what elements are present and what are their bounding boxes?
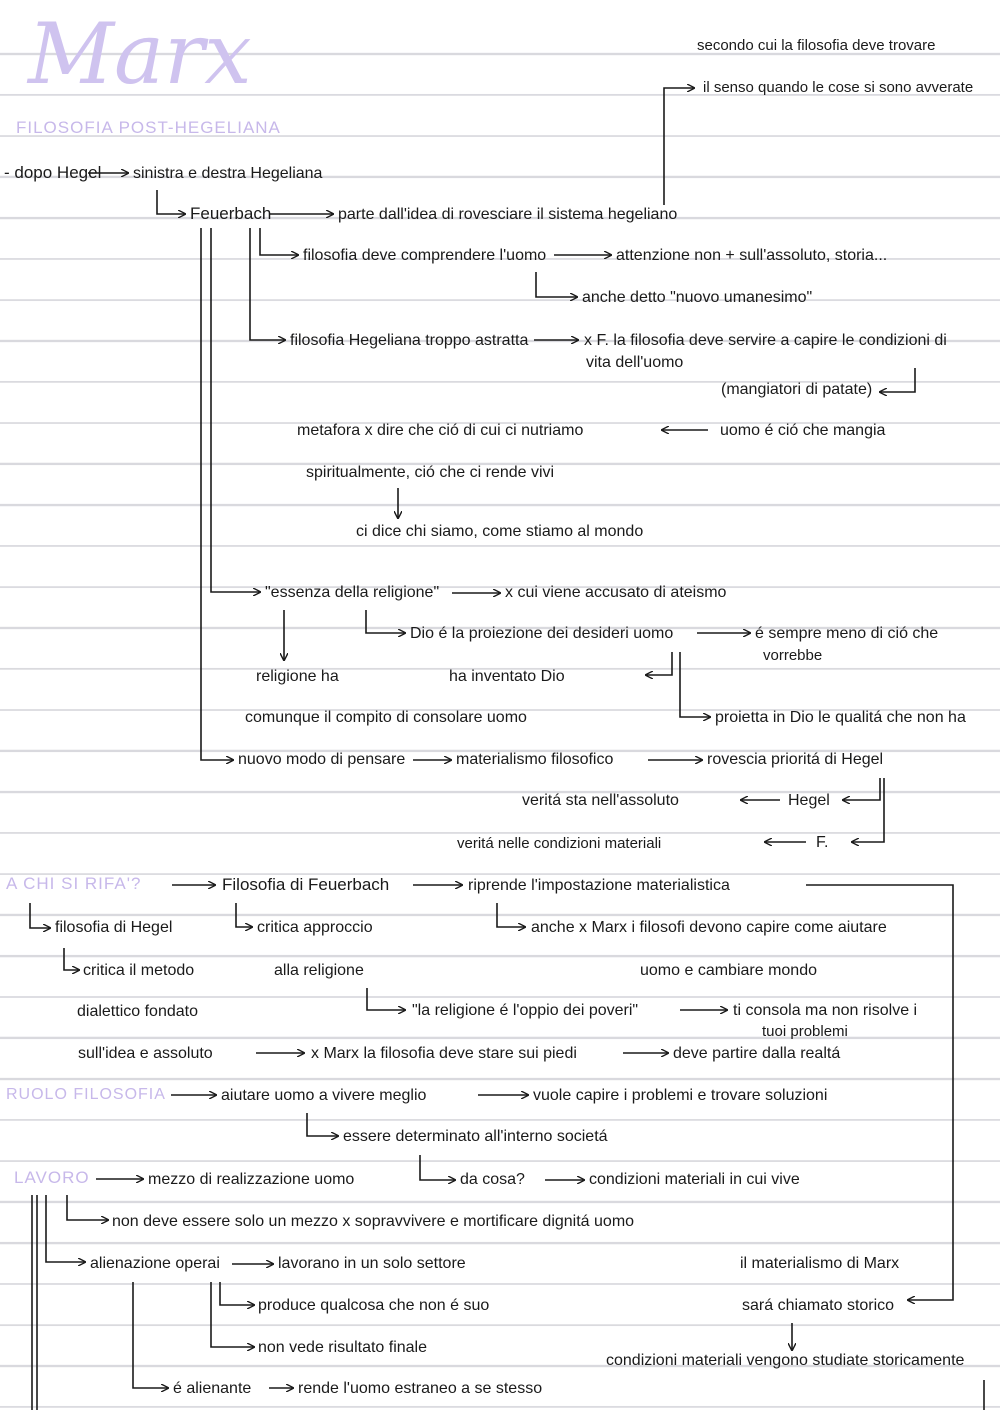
note: ha inventato Dio [449, 668, 565, 685]
note: critica il metodo [83, 962, 195, 979]
note: uomo e cambiare mondo [640, 962, 817, 979]
note: non deve essere solo un mezzo x sopravvivere e mortificare dignitá uomo [112, 1213, 635, 1230]
note: veritá nelle condizioni materiali [457, 835, 662, 852]
note: materialismo filosofico [456, 751, 614, 768]
note: ci dice chi siamo, come stiamo al mondo [356, 523, 644, 540]
note: parte dall'idea di rovesciare il sistema hegeliano [338, 206, 678, 223]
note: F. [816, 834, 829, 851]
note: condizioni materiali vengono studiate storicamente [606, 1352, 965, 1369]
note: (mangiatori di patate) [721, 381, 873, 398]
note: ti consola ma non risolve i [733, 1002, 918, 1019]
note: mezzo di realizzazione uomo [148, 1171, 355, 1188]
note-feuerbach: Feuerbach [190, 204, 272, 223]
note: filosofia di Hegel [55, 919, 173, 936]
note: spiritualmente, ció che ci rende vivi [306, 464, 555, 481]
page-title: Marx [28, 5, 252, 103]
note: rende l'uomo estraneo a se stesso [298, 1380, 543, 1397]
note: Dio é la proiezione dei desideri uomo [410, 625, 674, 642]
note: aiutare uomo a vivere meglio [221, 1087, 427, 1104]
note-hegel-philosophy-definition: secondo cui la filosofia deve trovare [697, 37, 936, 54]
note: vita dell'uomo [586, 354, 684, 371]
note: sull'idea e assoluto [78, 1045, 213, 1062]
note: "la religione é l'oppio dei poveri" [412, 1002, 639, 1019]
note: sinistra e destra Hegeliana [133, 165, 323, 182]
note: attenzione non + sull'assoluto, storia... [616, 247, 888, 264]
note: é sempre meno di ció che [755, 625, 939, 642]
note: deve partire dalla realtá [673, 1045, 841, 1062]
note: veritá sta nell'assoluto [522, 792, 679, 809]
note: comunque il compito di consolare uomo [245, 709, 527, 726]
note: tuoi problemi [762, 1023, 848, 1040]
note: x F. la filosofia deve servire a capire le condizioni di [584, 332, 947, 349]
note: il materialismo di Marx [740, 1255, 900, 1272]
note: sará chiamato storico [742, 1297, 895, 1314]
note: anche detto "nuovo umanesimo" [582, 289, 813, 306]
section-heading-ruolo-filosofia: RUOLO FILOSOFIA [6, 1086, 166, 1103]
note: Hegel [788, 792, 830, 809]
note: - dopo Hegel [4, 163, 102, 182]
section-heading-lavoro: LAVORO [14, 1168, 90, 1187]
note: anche x Marx i filosofi devono capire come aiutare [531, 919, 887, 936]
note: vorrebbe [763, 647, 823, 664]
note: non vede risultato finale [258, 1339, 427, 1356]
note: dialettico fondato [77, 1003, 198, 1020]
note: x Marx la filosofia deve stare sui piedi [311, 1045, 577, 1062]
note: uomo é ció che mangia [720, 422, 886, 439]
note: filosofia deve comprendere l'uomo [303, 247, 547, 264]
note: lavorano in un solo settore [278, 1255, 466, 1272]
note: critica approccio [257, 919, 373, 936]
note: é alienante [173, 1380, 252, 1397]
note-hegel-philosophy-definition-2: il senso quando le cose si sono avverate [703, 79, 974, 96]
note: rovescia prioritá di Hegel [707, 751, 884, 768]
note: Filosofia di Feuerbach [222, 875, 390, 894]
note: alienazione operai [90, 1255, 220, 1272]
note: essere determinato all'interno societá [343, 1128, 608, 1145]
note: "essenza della religione" [265, 584, 440, 601]
note: alla religione [274, 962, 364, 979]
note: produce qualcosa che non é suo [258, 1297, 490, 1314]
note: religione ha [256, 668, 339, 685]
section-heading-post-hegel: FILOSOFIA POST-HEGELIANA [16, 118, 281, 137]
note: filosofia Hegeliana troppo astratta [290, 332, 529, 349]
note: vuole capire i problemi e trovare soluzioni [533, 1087, 828, 1104]
note: x cui viene accusato di ateismo [505, 584, 727, 601]
note: da cosa? [460, 1171, 525, 1188]
note: riprende l'impostazione materialistica [468, 877, 730, 894]
note: nuovo modo di pensare [238, 751, 406, 768]
note: condizioni materiali in cui vive [589, 1171, 800, 1188]
note: metafora x dire che ció di cui ci nutriamo [297, 422, 584, 439]
section-heading-a-chi-si-rifa: A CHI SI RIFA'? [6, 874, 142, 893]
note: proietta in Dio le qualitá che non ha [715, 709, 966, 726]
